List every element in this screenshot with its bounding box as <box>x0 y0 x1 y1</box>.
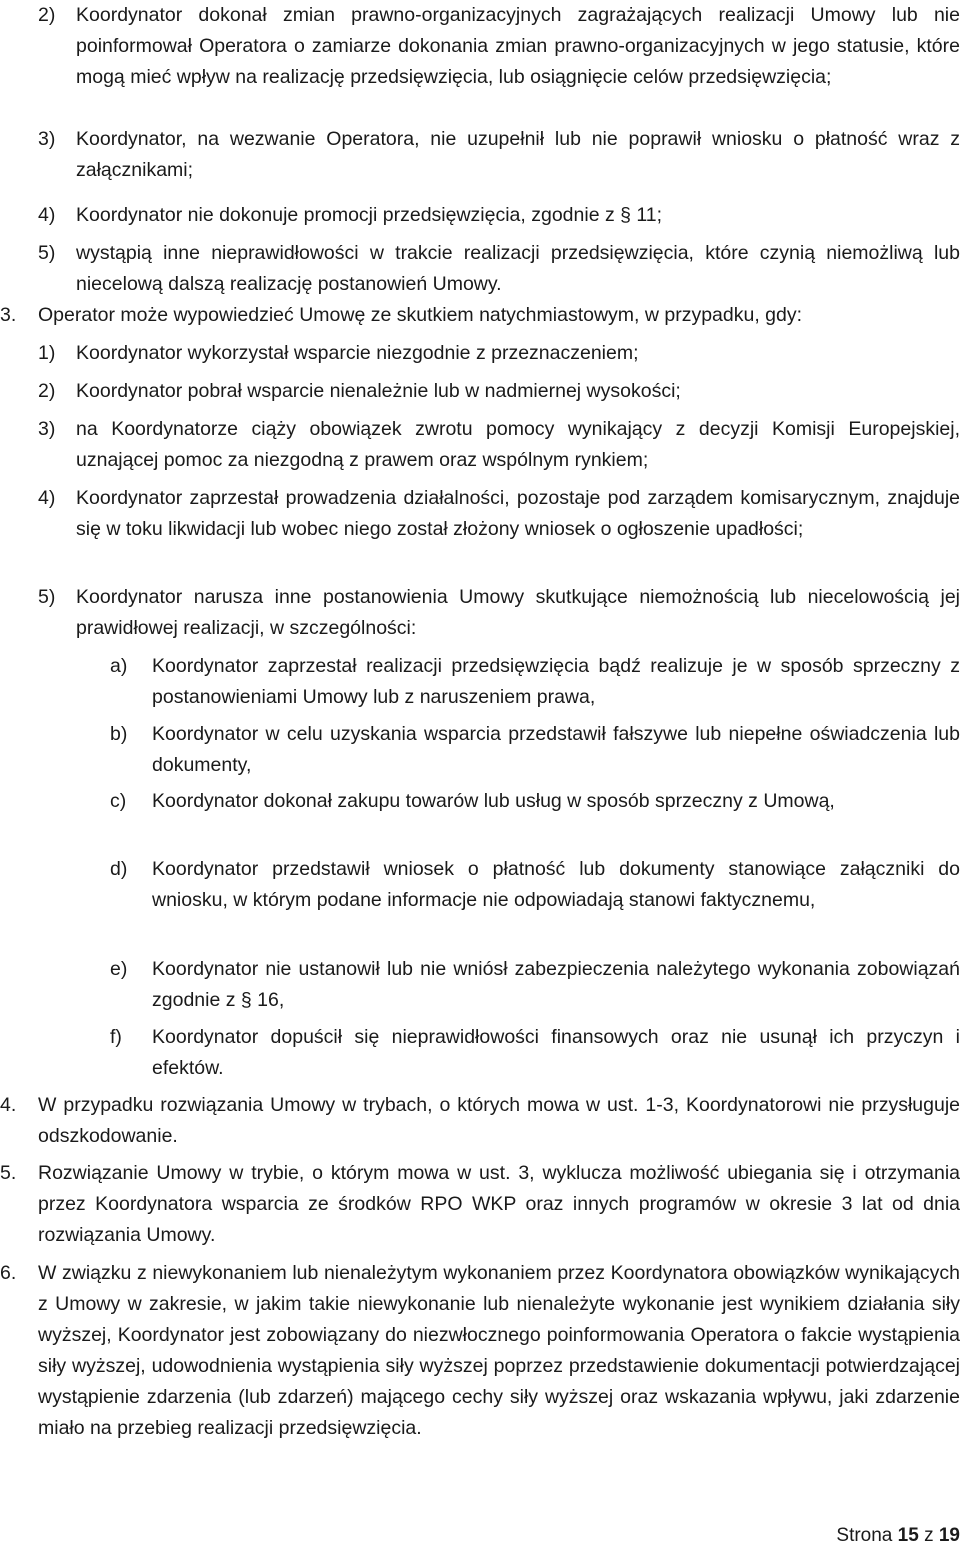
list-item <box>38 200 960 231</box>
list-item-text: Koordynator zaprzestał realizacji przedsięwzięcia bądź realizuje je w sposób sprzeczny z postanowieniami Umowy lub z naruszeniem prawa, <box>152 655 960 708</box>
list-item-number: b) <box>110 723 128 745</box>
list-item-text: Koordynator zaprzestał prowadzenia działalności, pozostaje pod zarządem komisarycznym, znajduje się w toku likwidacji lub wobec niego został złożony wniosek o ogłoszenie upadłości; <box>76 487 960 540</box>
list-item <box>38 483 960 545</box>
list-item-number: 5) <box>38 242 56 264</box>
list-item-text: W przypadku rozwiązania Umowy w trybach, o których mowa w ust. 1-3, Koordynatorowi nie przysługuje odszkodowanie. <box>38 1094 960 1147</box>
list-item-number: d) <box>110 858 128 880</box>
list-item <box>38 124 960 186</box>
page-footer <box>836 1524 960 1548</box>
list-item-number: e) <box>110 958 128 980</box>
list-item-number: 1) <box>38 342 56 364</box>
list-item-text: Rozwiązanie Umowy w trybie, o którym mowa w ust. 3, wyklucza możliwość ubiegania się i otrzymania przez Koordynatora wsparcia ze środków RPO WKP oraz innych programów w okresie 3 lat od dnia rozwiązania Umowy. <box>38 1162 960 1246</box>
list-item-number: 4) <box>38 487 56 509</box>
list-item-text: wystąpią inne nieprawidłowości w trakcie realizacji przedsięwzięcia, które czynią niemożliwą lub niecelową dalszą realizację postanowień Umowy. <box>76 242 960 295</box>
list-item-number: 3) <box>38 418 56 440</box>
page-label: Strona <box>836 1525 893 1546</box>
list-item <box>110 719 960 781</box>
list-item-text: Koordynator, na wezwanie Operatora, nie uzupełnił lub nie poprawił wniosku o płatność wraz z załącznikami; <box>76 128 960 181</box>
list-item-text: Koordynator wykorzystał wsparcie niezgodnie z przeznaczeniem; <box>76 342 639 364</box>
list-item-number: 2) <box>38 4 56 26</box>
list-item-number: a) <box>110 655 128 677</box>
list-item <box>110 651 960 713</box>
list-item-number: 6. <box>0 1262 17 1284</box>
list-item-number: 5. <box>0 1162 17 1184</box>
list-item-text: W związku z niewykonaniem lub nienależytym wykonaniem przez Koordynatora obowiązków wynikających z Umowy w zakresie, w jakim takie niewykonanie lub nienależyte wykonanie jest wynikiem działania siły wyższej, Koordynator jest zobowiązany do niezwłocznego poinformowania Operatora o fakcie wystąpienia siły wyższej, udowodnienia wystąpienia siły wyższej poprzez przedstawienie dokumentacji potwierdzającej wystąpienie zdarzenia (lub zdarzeń) mającego cechy siły wyższej oraz wskazania wpływu, jaki zdarzenie miało na przebieg realizacji przedsięwzięcia. <box>38 1262 960 1439</box>
list-item-text: Koordynator dokonał zakupu towarów lub usług w sposób sprzeczny z Umową, <box>152 790 835 812</box>
list-item-number: 2) <box>38 380 56 402</box>
list-item-text: Koordynator dopuścił się nieprawidłowości finansowych oraz nie usunął ich przyczyn i efektów. <box>152 1026 960 1079</box>
list-item <box>38 238 960 300</box>
list-item <box>38 376 960 407</box>
list-item-number: 4) <box>38 204 56 226</box>
list-item-text: Koordynator narusza inne postanowienia Umowy skutkujące niemożnością lub niecelowością jej prawidłowej realizacji, w szczególności: <box>76 586 960 639</box>
page-separator: z <box>924 1525 934 1546</box>
list-item-number: 4. <box>0 1094 17 1116</box>
list-item-text: Koordynator pobrał wsparcie nienależnie lub w nadmiernej wysokości; <box>76 380 681 402</box>
list-item <box>0 1090 960 1152</box>
list-item <box>38 414 960 476</box>
list-item-text: Koordynator w celu uzyskania wsparcia przedstawił fałszywe lub niepełne oświadczenia lub dokumenty, <box>152 723 960 776</box>
page-current: 15 <box>897 1525 919 1546</box>
list-item-number: c) <box>110 790 127 812</box>
list-item-number: 3. <box>0 304 17 326</box>
list-item <box>110 1022 960 1084</box>
page-total: 19 <box>938 1525 960 1546</box>
list-item <box>0 1258 960 1444</box>
list-item <box>110 954 960 1016</box>
list-item <box>110 786 960 817</box>
list-item-number: f) <box>110 1026 122 1048</box>
list-item-text: na Koordynatorze ciąży obowiązek zwrotu pomocy wynikający z decyzji Komisji Europejskiej, uznającej pomoc za niezgodną z prawem oraz wspólnym rynkiem; <box>76 418 960 471</box>
list-item-text: Operator może wypowiedzieć Umowę ze skutkiem natychmiastowym, w przypadku, gdy: <box>38 304 803 326</box>
list-item-number: 3) <box>38 128 56 150</box>
list-item <box>38 0 960 93</box>
list-item-text: Koordynator nie dokonuje promocji przedsięwzięcia, zgodnie z § 11; <box>76 204 663 226</box>
list-item <box>0 1158 960 1251</box>
list-item <box>0 300 960 331</box>
list-item-text: Koordynator przedstawił wniosek o płatność lub dokumenty stanowiące załączniki do wniosku, w którym podane informacje nie odpowiadają stanowi faktycznemu, <box>152 858 960 911</box>
list-item <box>38 338 960 369</box>
list-item-text: Koordynator dokonał zmian prawno-organizacyjnych zagrażających realizacji Umowy lub nie poinformował Operatora o zamiarze dokonania zmian prawno-organizacyjnych w jego statusie, które mogą mieć wpływ na realizację przedsięwzięcia, lub osiągnięcie celów przedsięwzięcia; <box>76 4 960 88</box>
list-item-number: 5) <box>38 586 56 608</box>
list-item-text: Koordynator nie ustanowił lub nie wniósł zabezpieczenia należytego wykonania zobowiązań zgodnie z § 16, <box>152 958 960 1011</box>
list-item <box>38 582 960 644</box>
list-item <box>110 854 960 916</box>
